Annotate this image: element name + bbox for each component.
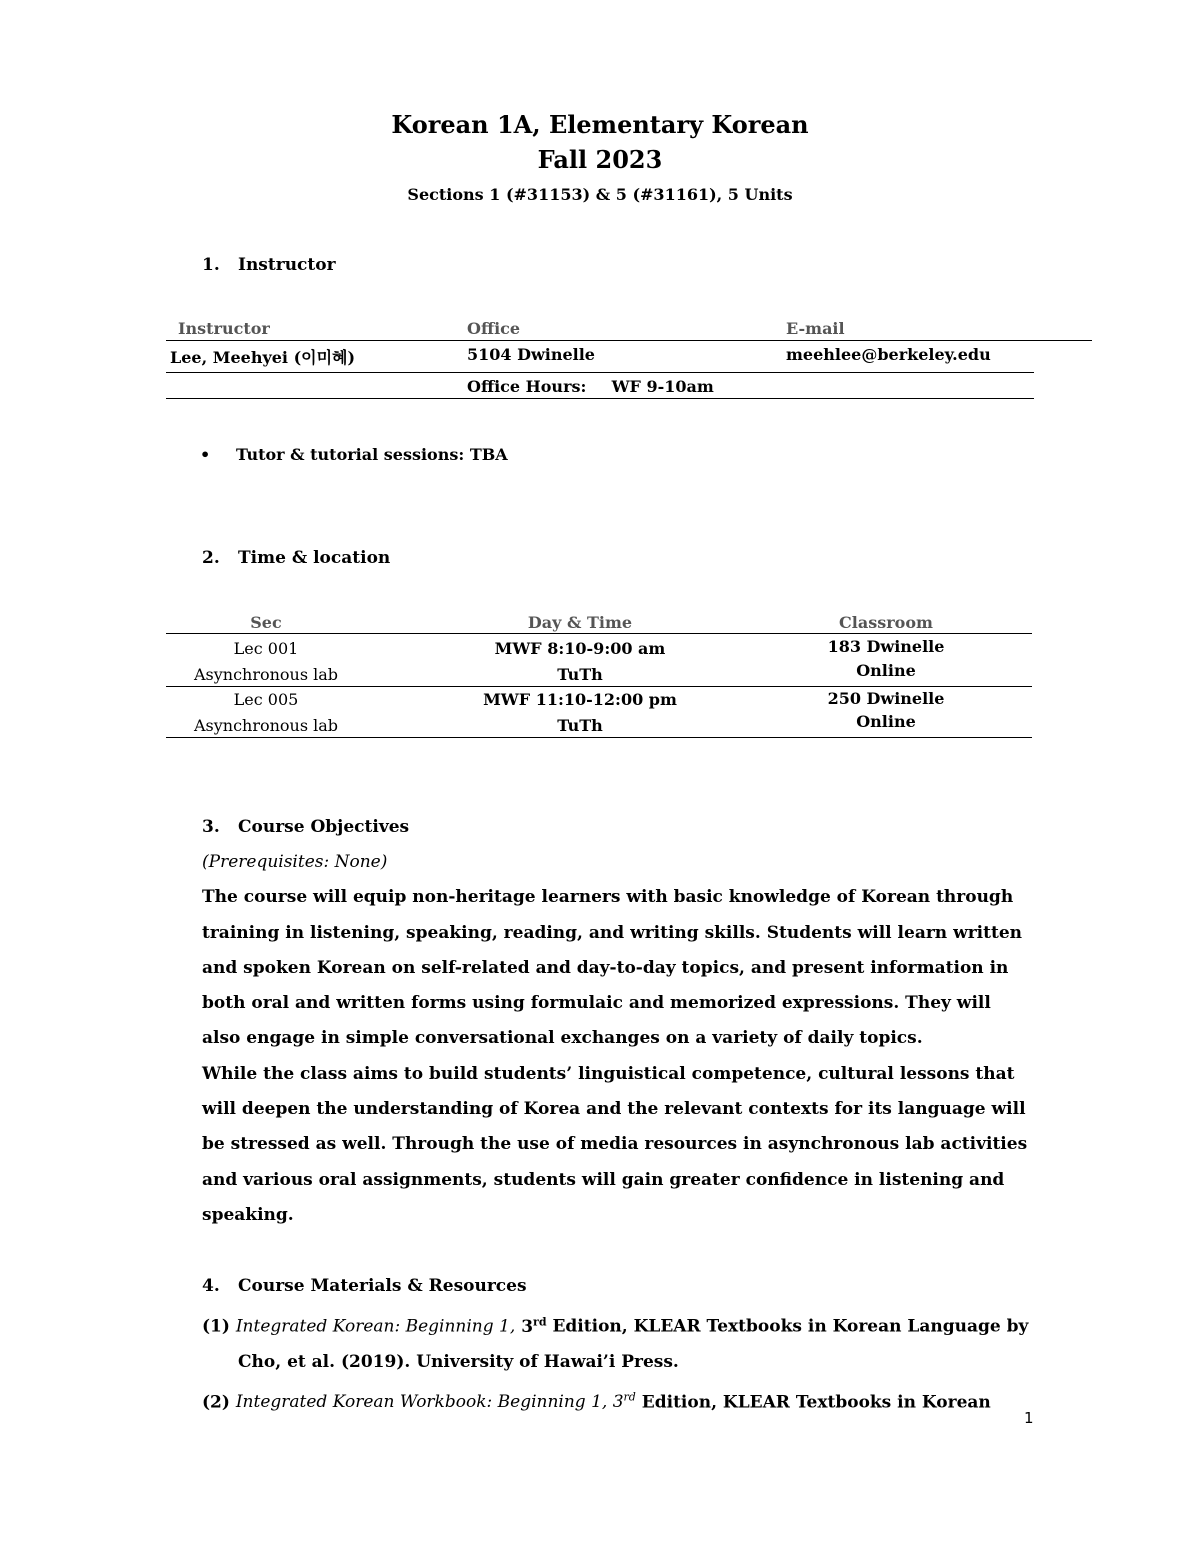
reference-1-edition: 3rd [521, 1315, 547, 1337]
tutor-text: Tutor & tutorial sessions: TBA [236, 445, 508, 464]
reference-1-title: Integrated Korean: Beginning 1, [235, 1316, 516, 1337]
bullet-icon: • [200, 445, 211, 464]
instructor-email[interactable]: meehlee@berkeley.edu [786, 345, 991, 364]
section-3-title: Course Objectives [238, 817, 410, 837]
section-2-title: Time & location [238, 548, 391, 568]
tutor-bullet [200, 445, 508, 464]
col-day-time: Day & Time [527, 613, 633, 632]
section-1-number: 1. [202, 255, 220, 275]
reference-2-title: Integrated Korean Workbook: Beginning 1, 3rd [235, 1390, 636, 1413]
office-hours-value: WF 9-10am [611, 377, 714, 396]
course-term: Fall 2023 [537, 145, 663, 174]
col-classroom: Classroom [839, 613, 933, 632]
table-rule [166, 686, 1032, 687]
section-4-heading [202, 1276, 527, 1296]
section-3-heading [202, 817, 409, 837]
row1-time: MWF 8:10-9:00 am [494, 639, 666, 658]
table-rule [166, 737, 1032, 738]
section-4-title: Course Materials & Resources [238, 1276, 527, 1296]
objectives-paragraph-2: While the class aims to build students’ linguistical competence, cultural lessons that will deepen the understanding of Korea and the relevant contexts for its language will be stressed as well. Through the use of media resources in asynchronous lab activities and various oral assignments, students will gain greater confidence in listening and speaking. [202, 1063, 1028, 1225]
reference-2 [202, 1380, 1032, 1421]
reference-1 [202, 1304, 1032, 1345]
instructor-name: Lee, Meehyei (이미혜) [170, 348, 356, 367]
section-3-number: 3. [202, 817, 220, 837]
reference-2-number: (2) [202, 1392, 230, 1413]
row1-time-lab: TuTh [557, 665, 603, 684]
section-2-heading [202, 548, 390, 568]
course-title: Korean 1A, Elementary Korean [391, 110, 809, 139]
col-sec: Sec [250, 613, 282, 632]
reference-1-rest: Edition, KLEAR Textbooks in Korean Language by [552, 1316, 1029, 1337]
reference-1-number: (1) [202, 1316, 230, 1337]
table-rule [166, 398, 1034, 399]
row2-room: 250 Dwinelle [827, 689, 945, 708]
office-hours [467, 377, 714, 396]
section-4-number: 4. [202, 1276, 220, 1296]
section-2-number: 2. [202, 548, 220, 568]
table-rule [166, 340, 1092, 341]
row1-room: 183 Dwinelle [827, 637, 945, 656]
row2-room-lab: Online [856, 712, 916, 731]
prerequisites: (Prerequisites: None) [202, 852, 388, 872]
instructor-office: 5104 Dwinelle [467, 345, 595, 364]
page-number: 1 [1024, 1409, 1034, 1427]
course-sections: Sections 1 (#31153) & 5 (#31161), 5 Units [407, 185, 793, 204]
row2-time: MWF 11:10-12:00 pm [483, 690, 677, 709]
col-email: E-mail [786, 319, 845, 338]
col-office: Office [467, 319, 521, 338]
materials-list [202, 1304, 1032, 1420]
objectives-body [202, 845, 1032, 1233]
objectives-paragraph-1: The course will equip non-heritage learners with basic knowledge of Korean through training in listening, speaking, reading, and writing skills. Students will learn written and spoken Korean on self-related and day-to-day topics, and present information in both oral and written forms using formulaic and memorized expressions. They will also engage in simple conversational exchanges on a variety of daily topics. [202, 887, 1022, 1049]
table-rule [166, 633, 1032, 634]
row2-time-lab: TuTh [557, 716, 603, 735]
row2-sec-lab: Asynchronous lab [193, 716, 339, 735]
section-1-title: Instructor [238, 255, 336, 275]
row1-sec: Lec 001 [233, 639, 299, 658]
reference-1-continuation: Cho, et al. (2019). University of Hawai’i Press. [238, 1351, 679, 1372]
reference-2-rest: Edition, KLEAR Textbooks in Korean [641, 1392, 991, 1413]
row2-sec: Lec 005 [233, 690, 299, 709]
section-1-heading [202, 255, 336, 275]
row1-room-lab: Online [856, 661, 916, 680]
col-instructor: Instructor [178, 319, 270, 338]
table-rule [166, 372, 1034, 373]
office-hours-label: Office Hours: [467, 377, 587, 396]
row1-sec-lab: Asynchronous lab [193, 665, 339, 684]
